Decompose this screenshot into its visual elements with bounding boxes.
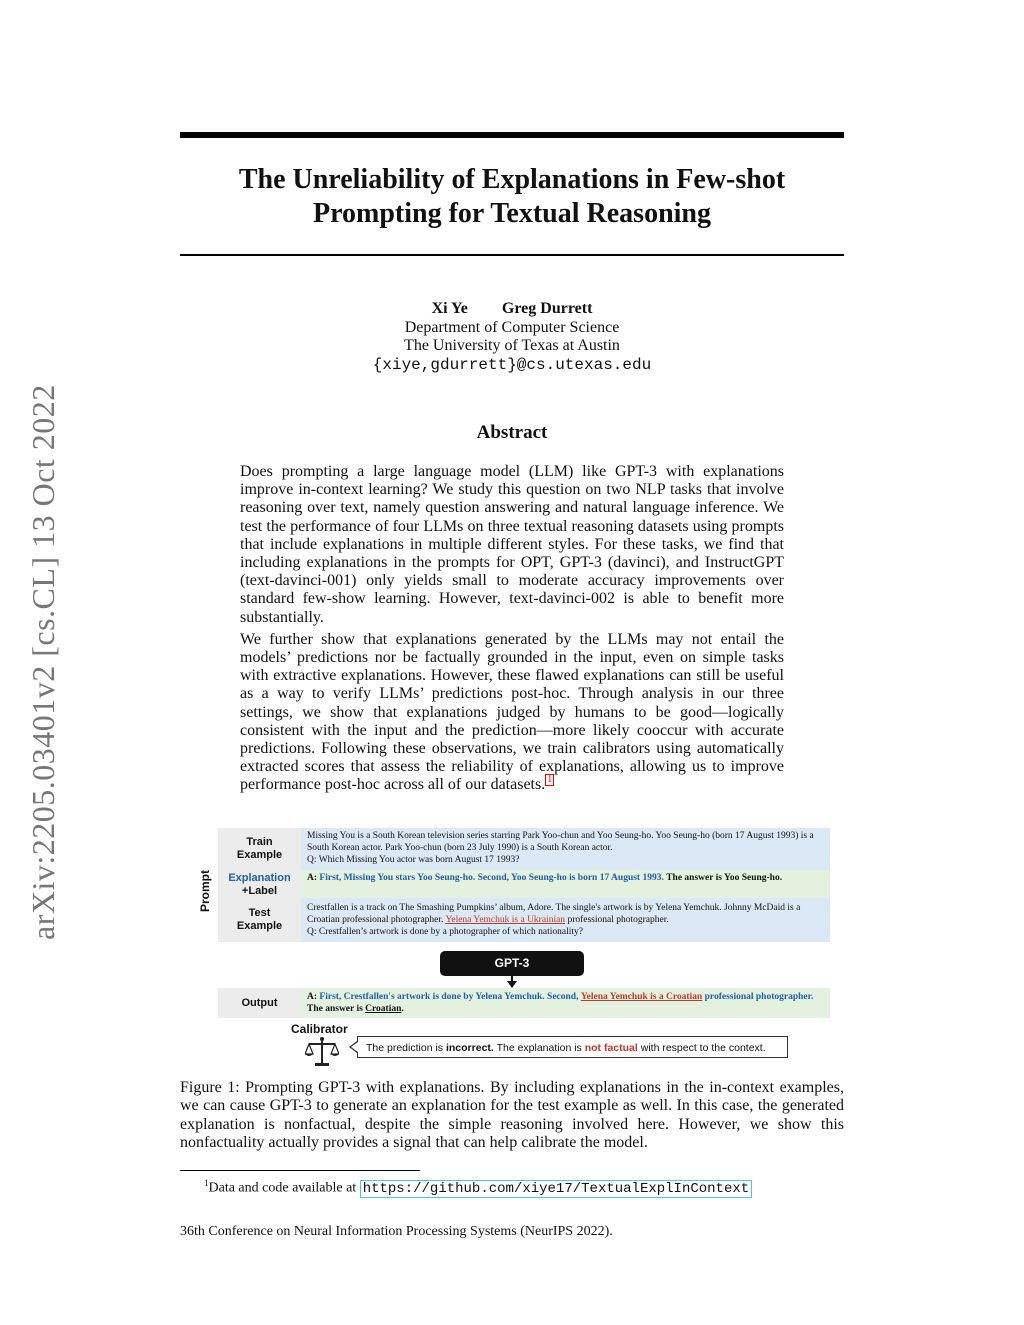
explanation-answer: The answer is Yoo Seung-ho. — [666, 873, 783, 883]
abstract-paragraph-2-text: We further show that explanations generated by the LLMs may not entail the models’ predictions nor be factually grounded in the input, even on simple tasks with extractive explanations. However, these flawed explanations can still be useful as a way to verify LLMs’ predictions post-hoc. Through analysis in our three settings, we show that explanations judged by humans to be good—logically consistent with the input and the prediction—more likely cooccur with accurate predictions. Following these observations, we train calibrators using automatically extracted scores that assess the reliability of explanations, allowing us to improve performance post-hoc across all of our datasets. — [240, 630, 784, 794]
output-answer-value: Croatian — [365, 1004, 402, 1014]
test-context-part: professional photographer. — [567, 915, 669, 925]
explanation-chain: First, Missing You stars Yoo Seung-ho. Second, Yoo Seung-ho is born 17 August 1993. — [319, 873, 664, 883]
calibrator-label: Calibrator — [291, 1022, 348, 1036]
output-chain: First, Crestfallen's artwork is done by Yelena Yemchuk. Second, — [319, 992, 579, 1002]
calibrator-text: The prediction is — [366, 1042, 444, 1054]
author-university: The University of Texas at Austin — [404, 337, 620, 354]
gpt3-label: GPT-3 — [494, 956, 530, 970]
calibrator-text: The explanation is — [496, 1042, 582, 1054]
test-example-label — [218, 907, 301, 933]
title-line-2: Prompting for Textual Reasoning — [312, 198, 711, 229]
footnote-rule — [180, 1170, 420, 1171]
explanation-label-line: +Label — [241, 885, 278, 897]
output-answer: The answer is — [307, 1004, 363, 1014]
calibrator-bubble — [357, 1036, 788, 1058]
explanation-text — [307, 872, 823, 884]
footnote-link[interactable]: 1 — [547, 774, 553, 786]
conference-line: 36th Conference on Neural Information Processing Systems (NeurIPS 2022). — [180, 1224, 613, 1239]
abstract-paragraph-2 — [240, 631, 784, 795]
author-department: Department of Computer Science — [404, 318, 620, 336]
calibrator-incorrect: incorrect. — [445, 1042, 494, 1054]
test-label-line: Example — [236, 920, 283, 932]
arxiv-stamp: arXiv:2205.03401v2 [cs.CL] 13 Oct 2022 — [25, 384, 61, 940]
code-link[interactable]: https://github.com/xiye17/TextualExplInContext — [360, 1180, 752, 1198]
footnote-mark: 1 — [204, 1178, 209, 1188]
author-block — [180, 300, 844, 374]
abstract-paragraph-1: Does prompting a large language model (LLM) like GPT-3 with explanations improve in-context learning? We study this question on two NLP tasks that involve reasoning over text, namely question answering and natural language inference. We test the performance of four LLMs on three textual reasoning datasets using prompts that include explanations in multiple different styles. For these tasks, we find that including explanations in the prompts for OPT, GPT-3 (davinci), and InstructGPT (text-davinci-001) only yields small to moderate accuracy improvements over standard few-show learning. However, text-davinci-002 is able to benefit more substantially. — [240, 463, 784, 626]
calibrator-not-factual: not factual — [584, 1042, 638, 1054]
output-false-fact: Yelena Yemchuk is a Croatian — [580, 992, 703, 1002]
figure-caption: Figure 1: Prompting GPT-3 with explanations. By including explanations in the in-context examples, we can cause GPT-3 to generate an explanation for the test example as well. In this case, the generated explanation is nonfactual, despite the simple reasoning involved here. However, we show this nonfactuality actually provides a signal that can help calibrate the model. — [180, 1079, 844, 1151]
explanation-label-line: Explanation — [228, 872, 291, 884]
title-top-rule — [180, 132, 844, 138]
title-bottom-rule — [180, 254, 844, 256]
prompt-label: Prompt — [198, 870, 212, 912]
calibrator-text: with respect to the context. — [640, 1042, 766, 1054]
test-context-part: Crestfallen is a track on The Smashing Pumpkins’ album, Adore. The single's artwork is by Yelena Yemchuk. Johnny McDaid is a Croatian professional photographer. — [307, 903, 801, 925]
test-question: Q: Crestfallen’s artwork is done by a photographer of which nationality? — [307, 927, 583, 937]
train-example-label — [218, 836, 301, 862]
output-label: Output — [241, 997, 278, 1009]
author-name: Xi Ye — [431, 300, 468, 317]
test-key-fact: Yelena Yemchuk is a Ukrainian — [445, 915, 566, 925]
abstract-heading: Abstract — [476, 422, 548, 443]
arrow-head-icon — [507, 981, 517, 988]
bubble-pointer-inner — [351, 1042, 358, 1052]
author-email: {xiye,gdurrett}@cs.utexas.edu — [372, 355, 652, 374]
answer-prefix: A: — [307, 992, 318, 1002]
footnote-text: Data and code available at — [208, 1180, 357, 1196]
abstract-body — [240, 463, 784, 799]
gpt3-box — [440, 951, 584, 976]
train-example-text — [307, 830, 823, 866]
test-example-text — [307, 902, 823, 938]
footnote — [204, 1178, 752, 1197]
answer-prefix: A: — [307, 873, 318, 883]
scale-icon — [305, 1036, 339, 1068]
train-label-line: Example — [236, 849, 283, 861]
train-context: Missing You is a South Korean television series starring Park Yoo-chun and Yoo Seung-ho. Yoo Seung-ho (born 17 August 1993) is a South Korean actor. Park Yoo-chun (born 23 July 1990) is a South Korean actor. — [307, 831, 814, 853]
author-name: Greg Durrett — [501, 300, 593, 317]
test-label-line: Test — [248, 907, 271, 919]
output-chain: professional photographer. — [704, 992, 814, 1002]
author-names — [180, 300, 844, 319]
explanation-label — [218, 872, 301, 898]
train-label-line: Train — [246, 836, 273, 848]
paper-title — [180, 163, 844, 231]
train-question: Q: Which Missing You actor was born August 17 1993? — [307, 855, 520, 865]
test-context — [307, 902, 823, 926]
output-text: A: First, Crestfallen's artwork is done by Yelena Yemchuk. Second, Yelena Yemchuk is a Croatian professional photographer. The answer is Croatian. — [307, 992, 814, 1014]
title-line-1: The Unreliability of Explanations in Few-shot — [238, 164, 786, 195]
